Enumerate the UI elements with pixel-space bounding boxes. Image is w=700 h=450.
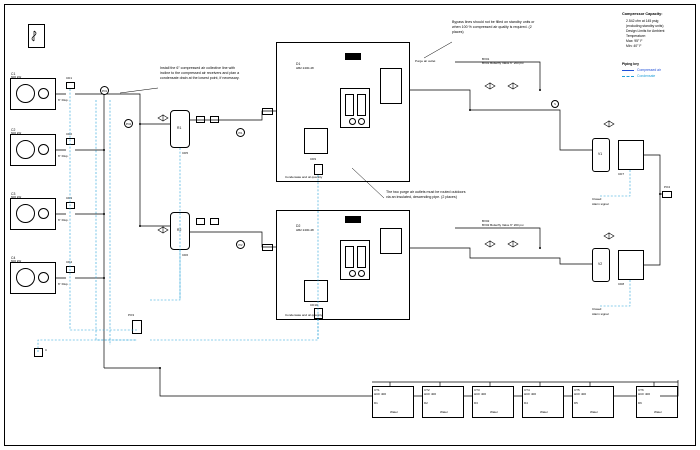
compressor-c4-drain-tag: CD4 [66,260,73,264]
note-bypass: Bypass lines should not be filled on standby units or when 100 % compressed air quality is required. (2 places) [452,20,535,34]
compressor-c4-tag: C4 [11,256,16,260]
instrument-tag-sensor[interactable]: S [551,100,559,108]
dryer-d1-drain-tag: CD9 [310,157,317,161]
receiver-r2-tag: R2 [177,228,182,232]
instrument-tag-po2[interactable]: PO2 [124,119,133,128]
compressor-c1-drain-tag: CD1 [66,76,73,80]
valve-bv01-text: BV01 Butterfly Valve 6" 200 psi [482,61,524,65]
vessel-v2-status: Closed [592,307,602,311]
bottom-unit-ct3-rating: HCF 400 [474,392,487,396]
bottom-unit-ct4-rating: HCF 400 [524,392,537,396]
dryer-d2-model: HB2 2400-48 [296,228,314,232]
vessel-v2-signal: Alarm signal [592,312,609,316]
compressor-c4-line-label: 6" Disp. [58,282,69,286]
valve-bv02-text: BV02 Butterfly Valve 6" 200 psi [482,223,524,227]
valve-bv02-tag: BV02 [482,219,490,223]
title-block-heading: Compressor Capacity: [622,12,663,16]
bottom-unit-ct4-tag: CT4 [524,388,530,392]
receiver-r2-drain-tag: CD6 [182,253,189,257]
compressor-c3-drain-tag: CD3 [66,196,73,200]
dryer-d1-purge-label: Purge air outlet [415,59,436,63]
title-line-5: Min: 40° F [626,44,642,48]
bottom-unit-ct1-rating: HCF 400 [374,392,387,396]
dryer-d2-tag: D2 [296,224,301,228]
compressor-c1-line-label: 6" Disp. [58,98,69,102]
vessel-v2-tag: V2 [598,262,603,266]
bottom-unit-ct5-sub: D5 [574,401,578,405]
bottom-unit-ct6-tag: CT6 [638,388,644,392]
instrument-tag-pi1[interactable]: PI1 [236,128,245,137]
bottom-unit-ct6-rating: HCF 400 [638,392,651,396]
bottom-unit-ct4-sub: D4 [524,401,528,405]
vessel-v1-signal: Alarm signal [592,202,609,206]
vessel-v2-drain-tag: CD8 [618,282,625,286]
title-line-0: 2.542 cfm at 145 psig [626,19,659,23]
compressor-c3-line-label: 6" Disp. [58,218,69,222]
bottom-unit-ct2-tag: CT2 [424,388,430,392]
title-line-1: (excluding standby units) [626,24,664,28]
bottom-unit-ct2-foot: Water [440,410,448,414]
legend-label-compressed-air: Compressed air [637,67,661,72]
bottom-unit-ct6-sub: D6 [638,401,642,405]
bottom-unit-ct6-foot: Water [654,410,662,414]
legend-label-condensate: Condensate [637,73,656,78]
condensate-drain-c-label: C [45,348,48,352]
compressor-c3-rating: 600 kW [11,195,22,199]
compressor-c1-rating: 600 kW [11,75,22,79]
condensate-collector-left-tag: PO3 [128,313,135,317]
bottom-unit-ct1-sub: D1 [374,401,378,405]
compressor-c2-tag: C2 [11,128,16,132]
bottom-unit-ct5-rating: HCF 400 [574,392,587,396]
valve-bv01-tag: BV01 [482,57,490,61]
dryer-d2-condensate-label: Condensate and oil quantity [285,313,323,317]
bottom-unit-ct5-foot: Water [590,410,598,414]
note-collective-line: Install the 6" compressed air collective line with incline to the compressed air receivers and plan a condensate drain at the lowest point, if necessary. [160,66,240,80]
title-line-2: Design Limits for Ambient [626,29,665,33]
bottom-unit-ct3-foot: Water [490,410,498,414]
bottom-unit-ct1-foot: Water [390,410,398,414]
instrument-tag-pi2[interactable]: PI2 [236,240,245,249]
compressor-c2-rating: 600 kW [11,131,22,135]
title-line-3: Temperature: [626,34,646,38]
instrument-tag-po1[interactable]: PO1 [100,86,109,95]
receiver-r1-drain-tag: CD5 [182,151,189,155]
compressor-c3-tag: C3 [11,192,16,196]
dryer-d1-model: HB2 2400-48 [296,66,314,70]
vessel-v1-status: Closed [592,197,602,201]
dryer-d2-drain-tag: CD10 [310,303,318,307]
bottom-unit-ct3-tag: CT3 [474,388,480,392]
title-line-4: Max: 95° F [626,39,643,43]
legend-title: Piping key [622,62,639,66]
bottom-unit-ct2-rating: HCF 400 [424,392,437,396]
vessel-v1-tag: V1 [598,152,603,156]
dryer-d1-condensate-label: Condensate and oil quantity [285,175,323,179]
vessel-v1-drain-tag: CD7 [618,172,625,176]
note-purge: The two purge air outlets must be routed outdoors via an insulated, descending pipe. (2 places) [386,190,466,199]
compressor-c1-tag: C1 [11,72,16,76]
compressor-c4-rating: 600 kW [11,259,22,263]
outlet-po4-tag: PO4 [664,185,671,189]
bottom-unit-ct3-sub: D3 [474,401,478,405]
compressor-c2-line-label: 6" Disp. [58,154,69,158]
bottom-unit-ct2-sub: D2 [424,401,428,405]
bottom-unit-ct1-tag: CT1 [374,388,380,392]
bottom-unit-ct5-tag: CT5 [574,388,580,392]
compressor-c2-drain-tag: CD2 [66,132,73,136]
dryer-d1-tag: D1 [296,62,301,66]
receiver-r1-tag: R1 [177,126,182,130]
bottom-unit-ct4-foot: Water [540,410,548,414]
